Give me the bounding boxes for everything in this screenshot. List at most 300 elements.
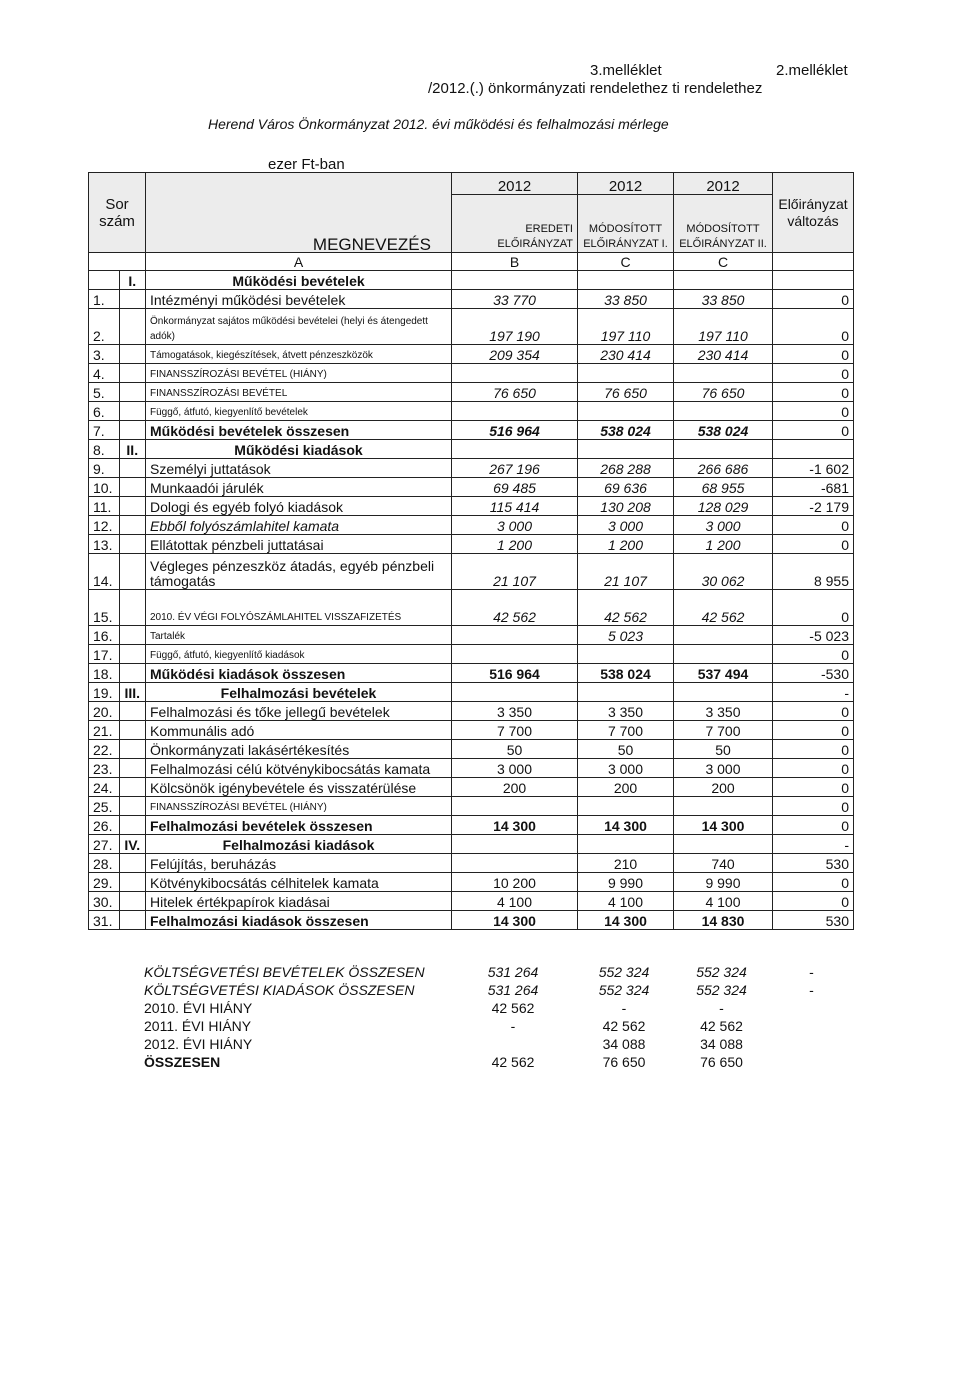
row-label: Felújítás, beruházás: [146, 854, 452, 873]
section-roman: [119, 816, 145, 835]
section-row: [89, 835, 854, 854]
modified-estimate-ii: 76 650: [674, 383, 773, 402]
original-estimate: [452, 364, 578, 383]
modified-estimate-ii: -: [719, 1000, 724, 1016]
section-roman: [119, 911, 145, 930]
table-row: [89, 778, 854, 797]
row-number: 29.: [89, 873, 120, 892]
estimate-change: 0: [773, 421, 854, 440]
row-label: 2010. ÉV VÉGI FOLYÓSZÁMLAHITEL VISSZAFIZETÉS: [146, 590, 452, 626]
section-roman: [119, 854, 145, 873]
section-roman: [119, 383, 145, 402]
summary-row: [140, 962, 852, 980]
estimate-change: 8 955: [773, 554, 854, 590]
row-number: 21.: [89, 721, 120, 740]
section-roman: [119, 702, 145, 721]
section-roman: [119, 664, 145, 683]
row-number: 18.: [89, 664, 120, 683]
row-label: Önkormányzati lakásértékesítés: [146, 740, 452, 759]
estimate-change: -: [809, 964, 814, 980]
modified-estimate-ii: 68 955: [674, 478, 773, 497]
row-number: 16.: [89, 626, 120, 645]
modified-estimate-ii: [674, 683, 773, 702]
modified-estimate-i: 230 414: [578, 345, 674, 364]
modified-estimate-ii: 200: [674, 778, 773, 797]
estimate-change: 0: [773, 702, 854, 721]
row-label: Önkormányzat sajátos működési bevételei (helyi és átengedett adók): [146, 309, 452, 345]
modified-estimate-ii: [674, 402, 773, 421]
modified-estimate-i: [578, 683, 674, 702]
modified-estimate-i: 552 324: [598, 964, 650, 980]
table-row: [89, 873, 854, 892]
estimate-change: -: [773, 835, 854, 854]
original-estimate: [452, 683, 578, 702]
summary-label: 2011. ÉVI HIÁNY: [144, 1018, 252, 1034]
original-estimate: 7 700: [452, 721, 578, 740]
section-title: Felhalmozási kiadások: [146, 835, 452, 854]
modified-estimate-ii: 42 562: [674, 590, 773, 626]
modified-estimate-ii: 538 024: [674, 421, 773, 440]
row-number: 12.: [89, 516, 120, 535]
table-row: [89, 797, 854, 816]
estimate-change: 0: [773, 892, 854, 911]
modified-estimate-ii: [674, 626, 773, 645]
modified-estimate-i: 50: [578, 740, 674, 759]
table-row: [89, 816, 854, 835]
original-estimate: 531 264: [487, 964, 539, 980]
section-roman: I.: [119, 271, 145, 290]
estimate-change: -2 179: [773, 497, 854, 516]
modified-estimate-i: 268 288: [578, 459, 674, 478]
row-number: 22.: [89, 740, 120, 759]
modified-estimate-i: 69 636: [578, 478, 674, 497]
section-roman: [119, 402, 145, 421]
modified-estimate-i: 14 300: [578, 816, 674, 835]
original-estimate: 531 264: [487, 982, 539, 998]
row-number: 14.: [89, 554, 120, 590]
modified-estimate-ii: 3 350: [674, 702, 773, 721]
table-row: [89, 892, 854, 911]
modified-estimate-ii: 197 110: [674, 309, 773, 345]
section-roman: [119, 309, 145, 345]
original-estimate: [452, 835, 578, 854]
year-header: 2012: [452, 173, 578, 195]
original-estimate: 33 770: [452, 290, 578, 309]
original-estimate: 4 100: [452, 892, 578, 911]
section-row: [89, 271, 854, 290]
estimate-change: [771, 998, 852, 1016]
original-estimate: 267 196: [452, 459, 578, 478]
original-estimate: 21 107: [452, 554, 578, 590]
original-estimate: 516 964: [452, 421, 578, 440]
row-number: 27.: [89, 835, 120, 854]
table-row: [89, 516, 854, 535]
modified-estimate-ii: 50: [674, 740, 773, 759]
change-header: Előirányzat változás: [773, 173, 854, 253]
table-row: [89, 554, 854, 590]
column-letter-b: B: [452, 253, 578, 271]
summary-label: KÖLTSÉGVETÉSI KIADÁSOK ÖSSZESEN: [144, 982, 415, 998]
section-roman: [119, 778, 145, 797]
summary-label: 2012. ÉVI HIÁNY: [144, 1036, 253, 1052]
modified-estimate-i: 3 350: [578, 702, 674, 721]
estimate-change: 0: [773, 535, 854, 554]
modified-estimate-i: 3 000: [578, 516, 674, 535]
section-roman: [119, 364, 145, 383]
row-number: 17.: [89, 645, 120, 664]
row-label: Felhalmozási célú kötvénykibocsátás kamata: [146, 759, 452, 778]
modified-estimate-i: 210: [578, 854, 674, 873]
modified-estimate-ii: 3 000: [674, 759, 773, 778]
original-estimate: -: [510, 1018, 516, 1034]
table-row: [89, 590, 854, 626]
row-number: 9.: [89, 459, 120, 478]
modified-estimate-i: [578, 440, 674, 459]
estimate-change: 0: [773, 740, 854, 759]
modified-estimate-i: [578, 364, 674, 383]
row-label: Munkaadói járulék: [146, 478, 452, 497]
modified-estimate-i: 76 650: [602, 1054, 646, 1070]
year-header: 2012: [578, 173, 674, 195]
row-label: Dologi és egyéb folyó kiadások: [146, 497, 452, 516]
row-number: 23.: [89, 759, 120, 778]
modified-estimate-ii: 7 700: [674, 721, 773, 740]
row-label: FINANSSZÍROZÁSI BEVÉTEL (HIÁNY): [146, 364, 452, 383]
row-number: 3.: [89, 345, 120, 364]
modified-estimate-i: [578, 645, 674, 664]
row-number: 10.: [89, 478, 120, 497]
modified-estimate-i: [578, 835, 674, 854]
original-estimate: 516 964: [452, 664, 578, 683]
section-roman: III.: [119, 683, 145, 702]
section-roman: [119, 873, 145, 892]
section-roman: [119, 645, 145, 664]
estimate-change: -: [809, 982, 814, 998]
original-estimate: 42 562: [491, 1054, 535, 1070]
table-row: [89, 854, 854, 873]
original-estimate-header: EREDETI ELŐIRÁNYZAT: [452, 195, 578, 253]
original-estimate: [452, 271, 578, 290]
original-estimate: 50: [452, 740, 578, 759]
original-estimate: 10 200: [452, 873, 578, 892]
row-number: 28.: [89, 854, 120, 873]
estimate-change: 0: [773, 590, 854, 626]
modified-estimate-ii: 230 414: [674, 345, 773, 364]
modified-estimate-ii: [674, 440, 773, 459]
row-number: 4.: [89, 364, 120, 383]
table-row: [89, 497, 854, 516]
estimate-change: [771, 1016, 852, 1034]
modified-estimate-i: 42 562: [578, 590, 674, 626]
modified-estimate-i: 130 208: [578, 497, 674, 516]
section-title: Felhalmozási bevételek: [146, 683, 452, 702]
estimate-change: 0: [773, 721, 854, 740]
megnevezes-header: MEGNEVEZÉS: [146, 173, 452, 253]
annex-handwritten-label: 2.melléklet: [776, 62, 848, 79]
row-number: 6.: [89, 402, 120, 421]
modified-estimate-ii-header: MÓDOSÍTOTT ELŐIRÁNYZAT II.: [674, 195, 773, 253]
modified-estimate-ii: 9 990: [674, 873, 773, 892]
section-row: [89, 683, 854, 702]
modified-estimate-i: 1 200: [578, 535, 674, 554]
estimate-change: 530: [773, 911, 854, 930]
row-label: Intézményi működési bevételek: [146, 290, 452, 309]
estimate-change: [773, 271, 854, 290]
modified-estimate-i: 7 700: [578, 721, 674, 740]
table-row: [89, 309, 854, 345]
original-estimate: 200: [452, 778, 578, 797]
row-number: 7.: [89, 421, 120, 440]
estimate-change: 0: [773, 645, 854, 664]
modified-estimate-ii: 76 650: [700, 1054, 743, 1070]
modified-estimate-ii: 128 029: [674, 497, 773, 516]
modified-estimate-ii: [674, 271, 773, 290]
letter-cell: [773, 253, 854, 271]
modified-estimate-i: 197 110: [578, 309, 674, 345]
row-number: 1.: [89, 290, 120, 309]
section-roman: [119, 721, 145, 740]
section-roman: [119, 497, 145, 516]
table-row: [89, 664, 854, 683]
section-roman: [119, 759, 145, 778]
estimate-change: 0: [773, 873, 854, 892]
original-estimate: 3 000: [452, 516, 578, 535]
summary-body: [140, 962, 852, 1070]
section-row: [89, 440, 854, 459]
modified-estimate-i: 34 088: [602, 1036, 646, 1052]
document-title: Herend Város Önkormányzat 2012. évi működési és felhalmozási mérlege: [208, 116, 669, 132]
original-estimate: [452, 440, 578, 459]
table-row: [89, 702, 854, 721]
summary-table: [140, 962, 852, 1070]
column-letter-c1: C: [578, 253, 674, 271]
summary-row: [140, 1016, 852, 1034]
section-roman: [119, 345, 145, 364]
row-label: Működési bevételek összesen: [146, 421, 452, 440]
modified-estimate-i: [578, 797, 674, 816]
estimate-change: 0: [773, 759, 854, 778]
modified-estimate-i: 21 107: [578, 554, 674, 590]
table-row: [89, 626, 854, 645]
row-number: 11.: [89, 497, 120, 516]
row-number: 24.: [89, 778, 120, 797]
modified-estimate-ii: 42 562: [700, 1018, 743, 1034]
modified-estimate-ii: 14 300: [674, 816, 773, 835]
table-row: [89, 911, 854, 930]
row-number: 31.: [89, 911, 120, 930]
summary-row: [140, 980, 852, 998]
original-estimate: [452, 854, 578, 873]
modified-estimate-ii: 552 324: [696, 964, 747, 980]
row-label: Támogatások, kiegészítések, átvett pénzeszközök: [146, 345, 452, 364]
modified-estimate-i: 552 324: [598, 982, 650, 998]
row-number: 2.: [89, 309, 120, 345]
table-row: [89, 402, 854, 421]
estimate-change: 0: [773, 345, 854, 364]
summary-row: [140, 1052, 852, 1070]
summary-row: [140, 998, 852, 1016]
row-number: [89, 271, 120, 290]
original-estimate: [452, 645, 578, 664]
decree-reference: /2012.(.) önkormányzati rendelethez ti rendelethez: [428, 80, 763, 97]
row-number: 20.: [89, 702, 120, 721]
modified-estimate-i: 42 562: [602, 1018, 646, 1034]
modified-estimate-ii: 266 686: [674, 459, 773, 478]
original-estimate: 209 354: [452, 345, 578, 364]
row-label: Tartalék: [146, 626, 452, 645]
modified-estimate-ii: 30 062: [674, 554, 773, 590]
modified-estimate-i: 3 000: [578, 759, 674, 778]
section-roman: [119, 626, 145, 645]
row-label: Kommunális adó: [146, 721, 452, 740]
section-roman: [119, 478, 145, 497]
summary-label: ÖSSZESEN: [144, 1054, 221, 1070]
table-row: [89, 459, 854, 478]
original-estimate: [452, 626, 578, 645]
estimate-change: -1 602: [773, 459, 854, 478]
section-roman: [119, 590, 145, 626]
table-row: [89, 383, 854, 402]
row-number: 5.: [89, 383, 120, 402]
modified-estimate-i: 538 024: [578, 421, 674, 440]
letter-cell: [89, 253, 146, 271]
summary-label: 2010. ÉVI HIÁNY: [144, 1000, 253, 1016]
original-estimate: 3 000: [452, 759, 578, 778]
section-roman: [119, 554, 145, 590]
row-label: FINANSSZÍROZÁSI BEVÉTEL: [146, 383, 452, 402]
modified-estimate-i: 14 300: [578, 911, 674, 930]
table-header: [89, 173, 854, 271]
modified-estimate-i: -: [621, 1000, 627, 1016]
estimate-change: -530: [773, 664, 854, 683]
table-row: [89, 290, 854, 309]
row-number: 8.: [89, 440, 120, 459]
estimate-change: 0: [773, 816, 854, 835]
section-roman: [119, 797, 145, 816]
section-roman: II.: [119, 440, 145, 459]
column-letter-a: A: [146, 253, 452, 271]
estimate-change: [771, 1052, 852, 1070]
original-estimate: 42 562: [452, 590, 578, 626]
unit-label: ezer Ft-ban: [268, 156, 345, 173]
row-number: 13.: [89, 535, 120, 554]
table-row: [89, 364, 854, 383]
table-row: [89, 478, 854, 497]
original-estimate: 115 414: [452, 497, 578, 516]
modified-estimate-ii: [674, 835, 773, 854]
section-title: Működési bevételek: [146, 271, 452, 290]
modified-estimate-i: [578, 402, 674, 421]
section-roman: [119, 892, 145, 911]
modified-estimate-i: [578, 271, 674, 290]
column-letter-c2: C: [674, 253, 773, 271]
modified-estimate-ii: 552 324: [696, 982, 747, 998]
row-label: Függő, átfutó, kiegyenlítő kiadások: [146, 645, 452, 664]
modified-estimate-i: 4 100: [578, 892, 674, 911]
original-estimate: 14 300: [452, 911, 578, 930]
modified-estimate-ii: 4 100: [674, 892, 773, 911]
row-number: 15.: [89, 590, 120, 626]
modified-estimate-ii: [674, 645, 773, 664]
section-roman: IV.: [119, 835, 145, 854]
original-estimate: 1 200: [452, 535, 578, 554]
row-label: Felhalmozási kiadások összesen: [146, 911, 452, 930]
estimate-change: 0: [773, 309, 854, 345]
modified-estimate-i: 9 990: [578, 873, 674, 892]
section-roman: [119, 459, 145, 478]
row-label: Felhalmozási bevételek összesen: [146, 816, 452, 835]
modified-estimate-ii: 34 088: [700, 1036, 743, 1052]
section-roman: [119, 290, 145, 309]
section-roman: [119, 421, 145, 440]
table-row: [89, 645, 854, 664]
estimate-change: -681: [773, 478, 854, 497]
section-roman: [119, 535, 145, 554]
modified-estimate-ii: 1 200: [674, 535, 773, 554]
original-estimate: 197 190: [452, 309, 578, 345]
estimate-change: [773, 440, 854, 459]
row-label: Ebből folyószámlahitel kamata: [146, 516, 452, 535]
modified-estimate-i-header: MÓDOSÍTOTT ELŐIRÁNYZAT I.: [578, 195, 674, 253]
modified-estimate-ii: 537 494: [674, 664, 773, 683]
row-number: 30.: [89, 892, 120, 911]
original-estimate: [452, 402, 578, 421]
modified-estimate-ii: 740: [674, 854, 773, 873]
row-label: Személyi juttatások: [146, 459, 452, 478]
modified-estimate-i: 5 023: [578, 626, 674, 645]
original-estimate: 3 350: [452, 702, 578, 721]
estimate-change: 0: [773, 402, 854, 421]
table-row: [89, 421, 854, 440]
modified-estimate-ii: 14 830: [674, 911, 773, 930]
row-label: FINANSSZÍROZÁSI BEVÉTEL (HIÁNY): [146, 797, 452, 816]
row-label: Hitelek értékpapírok kiadásai: [146, 892, 452, 911]
section-roman: [119, 516, 145, 535]
row-label: Kötvénykibocsátás célhitelek kamata: [146, 873, 452, 892]
original-estimate: 42 562: [491, 1000, 535, 1016]
row-number: 25.: [89, 797, 120, 816]
row-number: 26.: [89, 816, 120, 835]
original-estimate: [450, 1034, 576, 1052]
row-label: Ellátottak pénzbeli juttatásai: [146, 535, 452, 554]
modified-estimate-i: 33 850: [578, 290, 674, 309]
row-number: 19.: [89, 683, 120, 702]
modified-estimate-ii: 3 000: [674, 516, 773, 535]
row-label: Végleges pénzeszköz átadás, egyéb pénzbeli támogatás: [146, 554, 452, 590]
estimate-change: 0: [773, 383, 854, 402]
estimate-change: -5 023: [773, 626, 854, 645]
row-label: Működési kiadások összesen: [146, 664, 452, 683]
table-row: [89, 740, 854, 759]
section-roman: [119, 740, 145, 759]
modified-estimate-i: 200: [578, 778, 674, 797]
year-header: 2012: [674, 173, 773, 195]
modified-estimate-ii: 33 850: [674, 290, 773, 309]
table-row: [89, 721, 854, 740]
annex-label: 3.melléklet: [590, 62, 662, 79]
estimate-change: 0: [773, 290, 854, 309]
row-label: Függő, átfutó, kiegyenlítő bevételek: [146, 402, 452, 421]
modified-estimate-ii: [674, 364, 773, 383]
table-row: [89, 345, 854, 364]
original-estimate: 76 650: [452, 383, 578, 402]
original-estimate: 14 300: [452, 816, 578, 835]
modified-estimate-ii: [674, 797, 773, 816]
estimate-change: 0: [773, 364, 854, 383]
row-label: Kölcsönök igénybevétele és visszatérülése: [146, 778, 452, 797]
modified-estimate-i: 76 650: [578, 383, 674, 402]
original-estimate: 69 485: [452, 478, 578, 497]
